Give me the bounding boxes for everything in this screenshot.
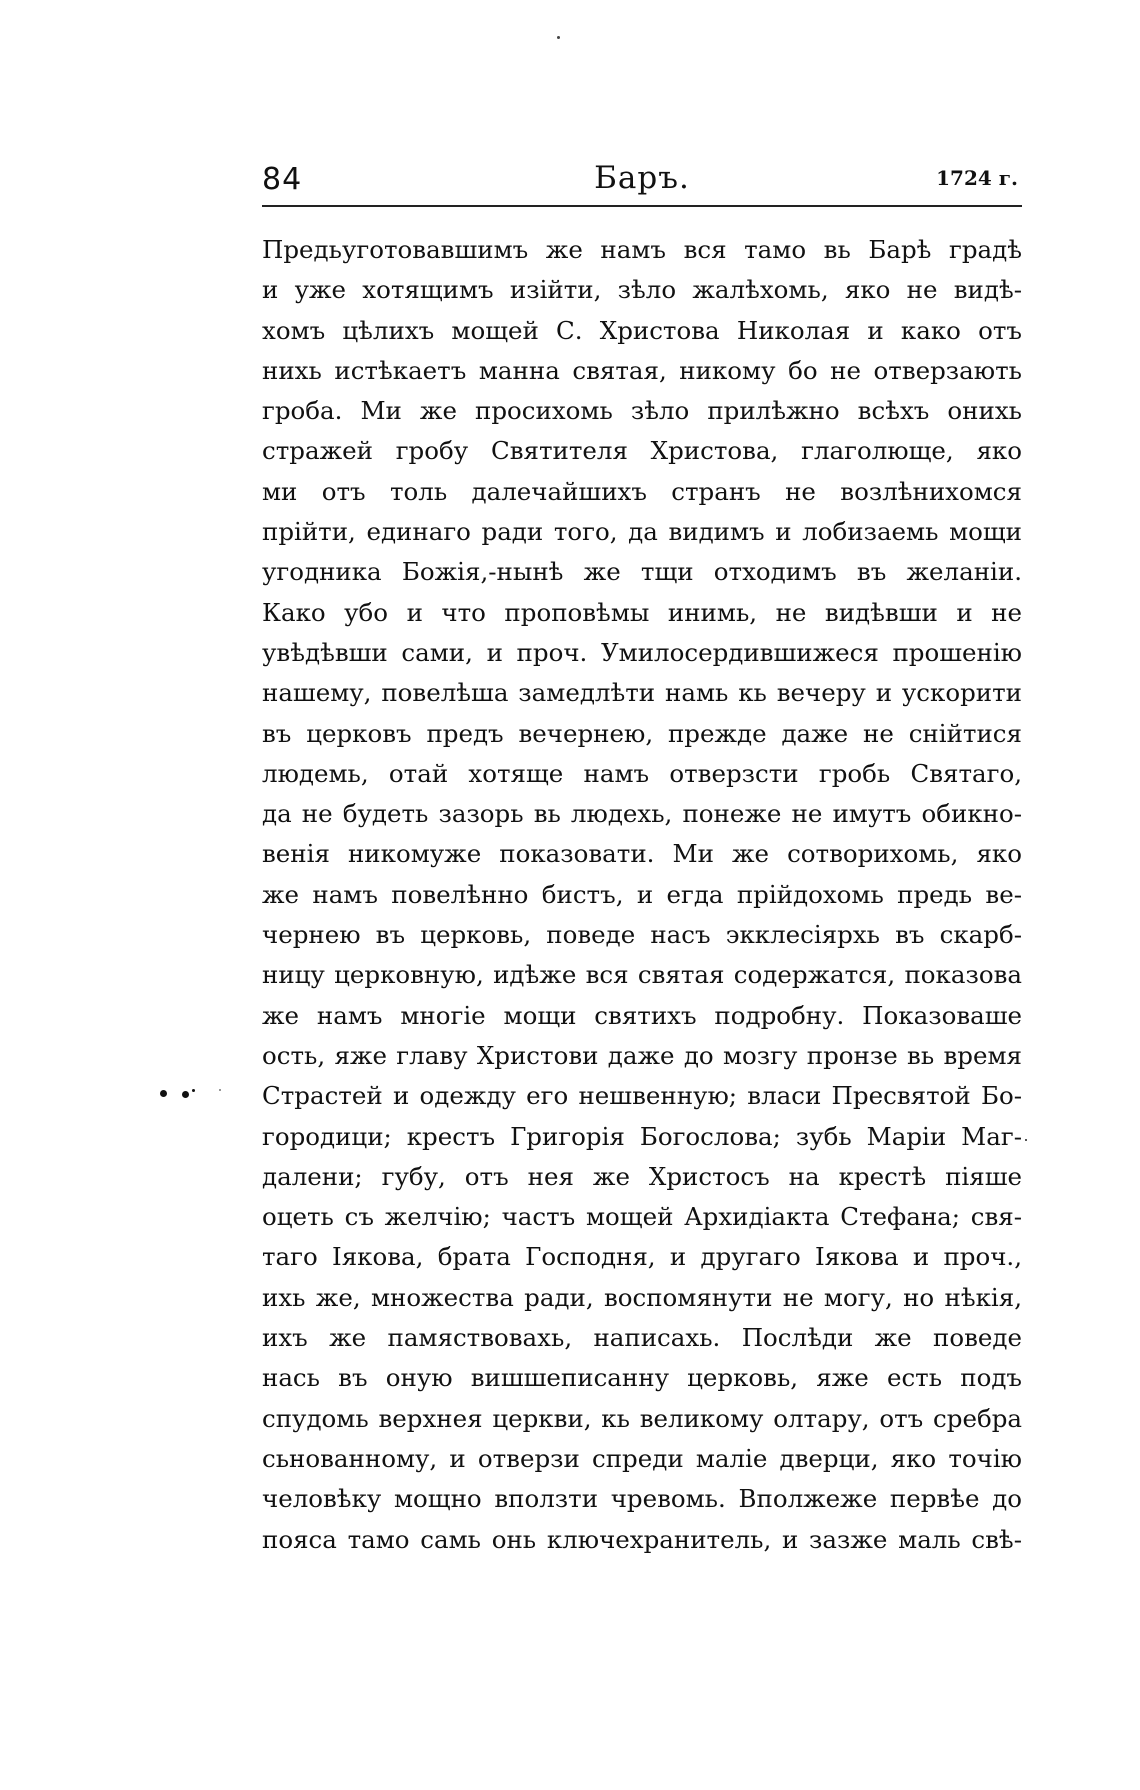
text-line: Страстей и одежду его нешвенную; власи Пресвятой Бо- (262, 1081, 1022, 1111)
text-line: чернею въ церковь, поведе насъ экклесіярхь въ скарб- (262, 920, 1022, 950)
text-line: нашему, повелѣша замедлѣти намь кь вечеру и ускорити (262, 678, 1022, 708)
print-speck (557, 36, 560, 39)
text-line: прійти, единаго ради того, да видимъ и лобизаемь мощи (262, 517, 1022, 547)
text-line: венія никомуже показовати. Ми же сотворихомь, яко (262, 839, 1022, 869)
text-line: и уже хотящимъ изійти, зѣло жалѣхомь, яко не видѣ- (262, 275, 1022, 305)
text-line: пояса тамо самь онь ключехранитель, и зазже маль свѣ- (262, 1524, 1022, 1554)
text-line: человѣку мощно вползти чревомь. Вполжеже первѣе до (262, 1484, 1022, 1514)
text-line: ость, яже главу Христови даже до мозгу пронзе вь время (262, 1040, 1022, 1070)
text-line: таго Іякова, брата Господня, и другаго Іякова и проч., (262, 1242, 1022, 1272)
ink-dot (182, 1091, 189, 1098)
text-line: сьнованному, и отверзи спреди маліе дверци, яко точію (262, 1443, 1022, 1473)
ink-dot (192, 1089, 195, 1092)
body-text (262, 230, 1022, 1560)
text-line: людемь, отай хотяще намъ отверзсти гробь Святаго, (262, 758, 1022, 788)
text-line: ницу церковную, идѣже вся святая содержатся, показова (262, 960, 1022, 990)
running-header (262, 158, 1022, 204)
text-line: гроба. Ми же просихомь зѣло прилѣжно всѣхъ онихь (262, 396, 1022, 426)
text-line: нихь истѣкаетъ манна святая, никому бо не отверзають (262, 355, 1022, 385)
text-line: нась въ оную вишшеписанну церковь, яже есть подъ (262, 1363, 1022, 1393)
text-line: спудомь верхнея церкви, кь великому олтару, отъ сребра (262, 1403, 1022, 1433)
header-rule (262, 205, 1022, 207)
text-line: хомъ цѣлихъ мощей С. Христова Николая и како отъ (262, 315, 1022, 345)
margin-ink-marks (158, 1086, 228, 1102)
text-line: увѣдѣвши сами, и проч. Умилосердившижеся прошенію (262, 637, 1022, 667)
text-line: Предьуготовавшимъ же намъ вся тамо вь Барѣ градѣ (262, 235, 1022, 264)
text-line: ихъ же памяствовахь, написахь. Послѣди же поведе (262, 1323, 1022, 1353)
text-line: далени; губу, отъ нея же Христосъ на крестѣ піяше (262, 1161, 1022, 1191)
text-line: ихь же, множества ради, воспомянути не могу, но нѣкія, (262, 1282, 1022, 1312)
page-number: 84 (262, 162, 303, 197)
text-line: Како убо и что проповѣмы инимь, не видѣвши и не (262, 597, 1022, 627)
running-title: Баръ. (594, 160, 690, 196)
text-line: же намъ многіе мощи святихъ подробну. Показоваше (262, 1000, 1022, 1030)
year-label: 1724 г. (936, 166, 1018, 190)
text-line: оцеть съ желчію; частъ мощей Архидіакта Стефана; свя- (262, 1202, 1022, 1232)
text-line: ми отъ толь далечайшихъ странъ не возлѣнихомся (262, 476, 1022, 506)
print-speck (1025, 1139, 1027, 1141)
text-line: угодника Божія,-нынѣ же тщи отходимъ въ желаніи. (262, 557, 1022, 587)
text-line: стражей гробу Святителя Христова, глаголюще, яко (262, 436, 1022, 466)
text-line: же намъ повелѣнно бистъ, и егда прійдохомь предь ве- (262, 879, 1022, 909)
text-line: городици; крестъ Григорія Богослова; зубь Маріи Маг- (262, 1121, 1022, 1151)
ink-dot (219, 1089, 221, 1091)
text-line: въ церковъ предъ вечернею, прежде даже не снійтися (262, 718, 1022, 748)
text-line: да не будеть зазорь вь людехь, понеже не имутъ обикно- (262, 799, 1022, 829)
ink-dot (160, 1090, 167, 1097)
